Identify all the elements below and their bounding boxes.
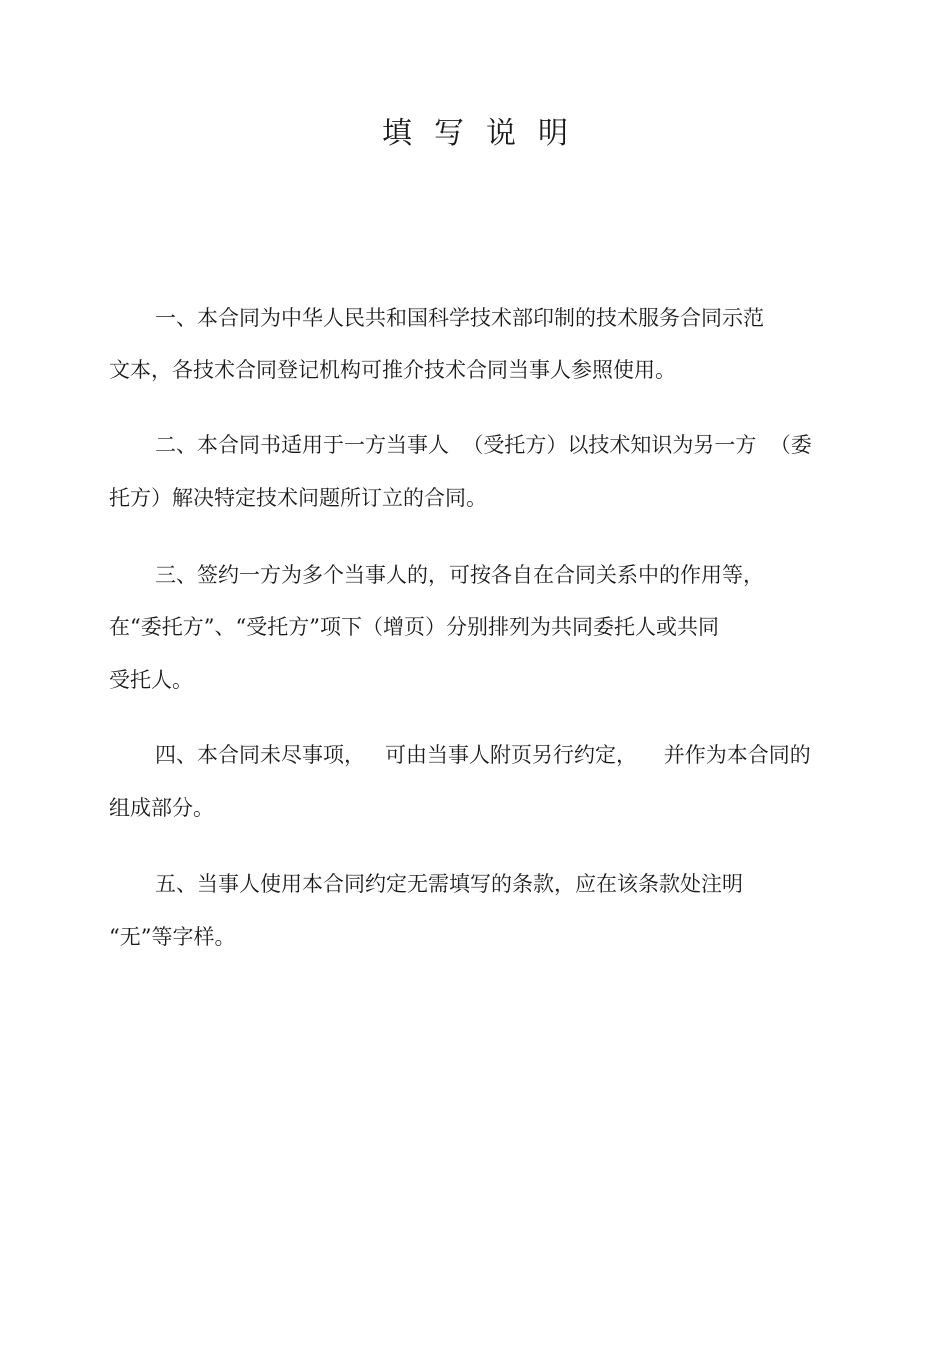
paragraph-3-line-3: 受托人。	[109, 668, 193, 692]
title-char: 填	[382, 116, 412, 151]
title-char: 明	[538, 116, 568, 151]
document-title	[0, 112, 950, 156]
paragraph-1-line-1: 一、本合同为中华人民共和国科学技术部印制的技术服务合同示范	[155, 306, 764, 330]
paragraph-5-line-1: 五、当事人使用本合同约定无需填写的条款，应在该条款处注明	[155, 872, 743, 896]
title-char: 写	[434, 116, 464, 151]
paragraph-3-line-2: 在“委托方”、“受托方”项下（增页）分别排列为共同委托人或共同	[109, 615, 719, 639]
paragraph-2-line-1: 二、本合同书适用于一方当事人 （受托方）以技术知识为另一方 （委	[155, 433, 812, 457]
paragraph-4-line-2: 组成部分。	[109, 796, 214, 820]
paragraph-5-line-2: “无”等字样。	[109, 925, 236, 949]
paragraph-3-line-1: 三、签约一方为多个当事人的，可按各自在合同关系中的作用等，	[155, 563, 764, 587]
title-char: 说	[486, 116, 516, 151]
paragraph-1-line-2: 文本，各技术合同登记机构可推介技术合同当事人参照使用。	[109, 358, 676, 382]
paragraph-4-line-1: 四、本合同未尽事项， 可由当事人附页另行约定， 并作为本合同的	[155, 743, 811, 767]
paragraph-2-line-2: 托方）解决特定技术问题所订立的合同。	[109, 486, 487, 510]
